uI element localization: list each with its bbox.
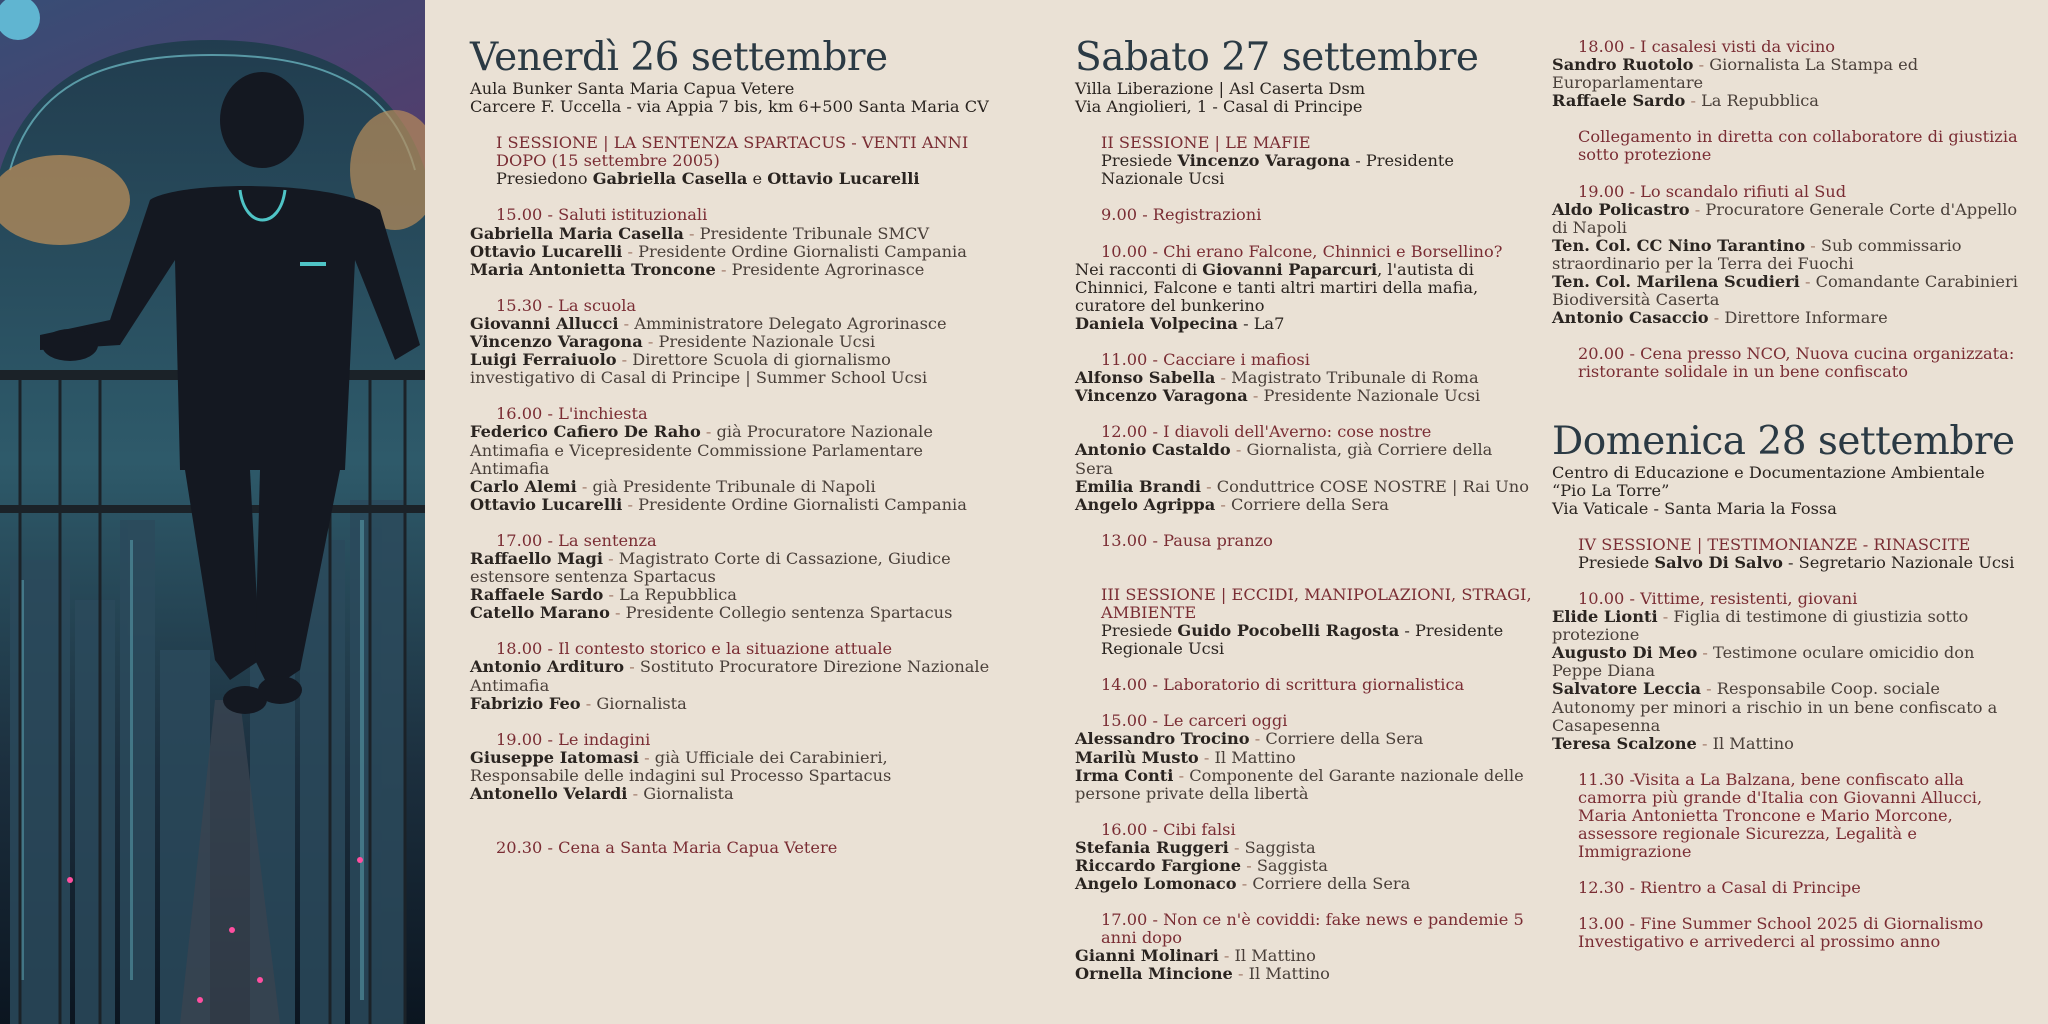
speaker: Alfonso Sabella - Magistrato Tribunale di Roma bbox=[1075, 368, 1479, 388]
speaker-name: Fabrizio Feo bbox=[470, 693, 581, 713]
speaker-role: Corriere della Sera bbox=[1265, 729, 1424, 749]
speaker-name: Riccardo Fargione bbox=[1075, 856, 1242, 875]
venue-line: Villa Liberazione | Asl Caserta Dsm bbox=[1075, 79, 1366, 98]
speaker: Teresa Scalzone - Il Mattino bbox=[1552, 733, 1794, 753]
speaker-name: Stefania Ruggeri bbox=[1075, 837, 1229, 857]
speaker-list bbox=[1552, 608, 2022, 753]
venue-line: Aula Bunker Santa Maria Capua Vetere bbox=[470, 79, 795, 98]
speaker: Riccardo Fargione - Saggista bbox=[1075, 856, 1328, 875]
speaker: Angelo Agrippa - Corriere della Sera bbox=[1075, 494, 1389, 514]
venue-line: Centro di Educazione e Documentazione Ambientale bbox=[1552, 462, 1985, 482]
speaker: Federico Cafiero De Raho - già Procuratore Nazionale Antimafia e Vicepresidente Commissione Parlamentare Antimafia bbox=[470, 422, 933, 478]
speaker-role: Presidente Tribunale SMCV bbox=[699, 223, 930, 243]
speaker-role: Saggista bbox=[1256, 856, 1328, 875]
speaker-name: Ten. Col. CC Nino Tarantino bbox=[1552, 235, 1806, 255]
visit-item: 11.30 -Visita a La Balzana, bene confiscato alla camorra più grande d'Italia con Giovanni Allucci, Maria Antonietta Troncone e Mario Morcone, assessore regionale Sicurezza, Legalità e Immigrazione bbox=[1578, 769, 1983, 862]
speaker-role: Direttore Informare bbox=[1724, 308, 1888, 328]
speaker: Giuseppe Iatomasi - già Ufficiale dei Carabinieri, Responsabile delle indagini sul Processo Spartacus bbox=[470, 747, 892, 785]
speaker: Raffaele Sardo - La Repubblica bbox=[1552, 91, 1819, 111]
speaker-role: già Ufficiale dei Carabinieri, Responsabile delle indagini sul Processo Spartacus bbox=[470, 747, 892, 785]
speaker: Emilia Brandi - Conduttrice COSE NOSTRE | Rai Uno bbox=[1075, 476, 1529, 496]
speaker: Antonio Castaldo - Giornalista, già Corriere della Sera bbox=[1075, 440, 1493, 478]
speaker-name: Angelo Lomonaco bbox=[1075, 874, 1237, 894]
speaker-role: Amministratore Delegato Agrorinasce bbox=[634, 313, 947, 333]
speaker-name: Luigi Ferraiuolo bbox=[470, 350, 617, 370]
speaker-name: Vincenzo Varagona bbox=[1075, 386, 1248, 406]
live-link-note: Collegamento in diretta con collaboratore di giustizia sotto protezione bbox=[1578, 127, 2018, 165]
speaker: Ten. Col. Marilena Scudieri - Comandante Carabinieri Biodiversità Caserta bbox=[1552, 272, 2018, 310]
speaker-name: Ottavio Lucarelli bbox=[470, 241, 623, 261]
speaker-name: Ottavio Lucarelli bbox=[470, 494, 623, 514]
speaker-name: Sandro Ruotolo bbox=[1552, 55, 1694, 75]
speaker-role: Comandante Carabinieri Biodiversità Caserta bbox=[1552, 272, 2018, 310]
speaker: Vincenzo Varagona - Presidente Nazionale Ucsi bbox=[1075, 386, 1481, 406]
session-chair: Presiede Guido Pocobelli Ragosta - Presidente Regionale Ucsi bbox=[1101, 621, 1504, 659]
speaker-name: Giuseppe Iatomasi bbox=[470, 747, 639, 767]
speaker-role: Il Mattino bbox=[1712, 733, 1794, 753]
speaker-name: Aldo Policastro bbox=[1552, 199, 1690, 219]
speaker-role: Figlia di testimone di giustizia sotto protezione bbox=[1552, 607, 1969, 645]
speaker-name: Alessandro Trocino bbox=[1075, 729, 1250, 749]
speaker-role: Presidente Collegio sentenza Spartacus bbox=[625, 603, 953, 623]
speaker-role: Presidente Agrorinasce bbox=[731, 259, 925, 279]
speaker-role: Il Mattino bbox=[1234, 946, 1316, 966]
speaker-role: Magistrato Tribunale di Roma bbox=[1231, 368, 1479, 388]
speaker-name: Vincenzo Varagona bbox=[470, 332, 643, 352]
talk-description: Nei racconti di Giovanni Paparcuri, l'autista di Chinnici, Falcone e tanti altri martiri della mafia, curatore del bunkerino bbox=[1075, 259, 1479, 315]
speaker-name: Alfonso Sabella bbox=[1075, 368, 1216, 388]
speaker-name: Catello Marano bbox=[470, 603, 610, 623]
time-slot: 12.00 - I diavoli dell'Averno: cose nostre bbox=[1101, 422, 1432, 442]
speaker: Antonello Velardi - Giornalista bbox=[470, 784, 734, 803]
return-item: 12.30 - Rientro a Casal di Principe bbox=[1578, 878, 1861, 898]
time-slot: 17.00 - La sentenza bbox=[496, 530, 657, 550]
time-slot: 19.00 - Le indagini bbox=[496, 729, 651, 749]
speaker-role: Presidente Nazionale Ucsi bbox=[1263, 386, 1481, 406]
speaker-name: Augusto Di Meo bbox=[1552, 643, 1698, 663]
time-slot: 10.00 - Chi erano Falcone, Chinnici e Borsellino? bbox=[1101, 241, 1503, 261]
speaker-role: La Repubblica bbox=[619, 585, 737, 605]
venue-address: Carcere F. Uccella - via Appia 7 bis, km 6+500 Santa Maria CV bbox=[470, 97, 989, 117]
dinner-item: 20.30 - Cena a Santa Maria Capua Vetere bbox=[496, 838, 838, 858]
speaker: Gabriella Maria Casella - Presidente Tribunale SMCV bbox=[470, 223, 930, 243]
speaker: Luigi Ferraiuolo - Direttore Scuola di giornalismo investigativo di Casal di Principe | Summer School Ucsi bbox=[470, 350, 928, 388]
session-chair: Presiede Salvo Di Salvo - Segretario Nazionale Ucsi bbox=[1578, 552, 2015, 572]
venue-address: Via Angiolieri, 1 - Casal di Principe bbox=[1075, 97, 1363, 117]
speaker: Daniela Volpecina - La7 bbox=[1075, 313, 1285, 333]
session-title: I SESSIONE | LA SENTENZA SPARTACUS - VENTI ANNI DOPO (15 settembre 2005) bbox=[496, 133, 969, 171]
time-slot: 18.00 - Il contesto storico e la situazione attuale bbox=[496, 639, 893, 659]
venue-name: “Pio La Torre” bbox=[1552, 480, 1670, 500]
time-slot: 10.00 - Vittime, resistenti, giovani bbox=[1578, 588, 1858, 608]
speaker-name: Angelo Agrippa bbox=[1075, 494, 1216, 514]
speaker-name: Maria Antonietta Troncone bbox=[470, 259, 716, 279]
speaker-role: Sostituto Procuratore Direzione Nazionale Antimafia bbox=[470, 657, 990, 695]
time-slot: 15.00 - Le carceri oggi bbox=[1101, 711, 1288, 731]
speaker-role: Il Mattino bbox=[1214, 747, 1296, 767]
speaker-role: Direttore Scuola di giornalismo investigativo di Casal di Principe | Summer School Ucsi bbox=[470, 350, 928, 388]
dinner-item: 20.00 - Cena presso NCO, Nuova cucina organizzata: ristorante solidale in un bene confiscato bbox=[1578, 344, 2015, 382]
speaker-name: Antonello Velardi bbox=[470, 784, 628, 803]
speaker-list bbox=[1075, 839, 1535, 893]
speaker: Antonio Casaccio - Direttore Informare bbox=[1552, 308, 1888, 328]
speaker-role: Sub commissario straordinario per la Terra dei Fuochi bbox=[1552, 235, 1962, 273]
speaker: Elide Lionti - Figlia di testimone di giustizia sotto protezione bbox=[1552, 607, 1969, 645]
day-title: Domenica 28 settembre bbox=[1552, 418, 2015, 464]
speaker-role: Corriere della Sera bbox=[1252, 874, 1411, 894]
time-slot: 17.00 - Non ce n'è coviddi: fake news e pandemie 5 anni dopo bbox=[1101, 910, 1524, 948]
closing-item: 13.00 - Fine Summer School 2025 di Giornalismo Investigativo e arrivederci al prossimo anno bbox=[1578, 914, 1984, 952]
speaker: Ottavio Lucarelli - Presidente Ordine Giornalisti Campania bbox=[470, 494, 967, 514]
speaker: Angelo Lomonaco - Corriere della Sera bbox=[1075, 874, 1411, 894]
speaker: Vincenzo Varagona - Presidente Nazionale Ucsi bbox=[470, 332, 876, 352]
speaker-name: Antonio Casaccio bbox=[1552, 308, 1709, 328]
speaker-name: Teresa Scalzone bbox=[1552, 733, 1697, 753]
speaker: Raffaele Sardo - La Repubblica bbox=[470, 585, 737, 605]
lunch-item: 13.00 - Pausa pranzo bbox=[1101, 530, 1273, 550]
speaker: Carlo Alemi - già Presidente Tribunale di Napoli bbox=[470, 476, 876, 496]
speaker-name: Salvatore Leccia bbox=[1552, 679, 1701, 699]
friday-blocks bbox=[470, 206, 990, 803]
speaker-role: Presidente Ordine Giornalisti Campania bbox=[638, 241, 967, 261]
speaker-name: Ten. Col. Marilena Scudieri bbox=[1552, 272, 1800, 292]
speaker-name: Federico Cafiero De Raho bbox=[470, 422, 701, 442]
session-chairs: Presiedono Gabriella Casella e Ottavio Lucarelli bbox=[496, 169, 920, 189]
speaker-role: Presidente Nazionale Ucsi bbox=[658, 332, 876, 352]
session-chair: Presiede Vincenzo Varagona - Presidente Nazionale Ucsi bbox=[1101, 151, 1454, 189]
saturday-sunday-column bbox=[1552, 38, 2022, 952]
speaker: Aldo Policastro - Procuratore Generale Corte d'Appello di Napoli bbox=[1552, 199, 2018, 237]
speaker-name: Ornella Mincione bbox=[1075, 964, 1233, 984]
speaker: Gianni Molinari - Il Mattino bbox=[1075, 946, 1316, 966]
speaker-role: Giornalista bbox=[643, 784, 734, 803]
speaker-name: Carlo Alemi bbox=[470, 476, 577, 496]
venue-address: Via Vaticale - Santa Maria la Fossa bbox=[1552, 498, 1837, 518]
illustration-svg bbox=[0, 0, 425, 1024]
speaker-role: Testimone oculare omicidio don Peppe Diana bbox=[1552, 643, 1975, 681]
speaker-name: Gianni Molinari bbox=[1075, 946, 1219, 966]
session-title: IV SESSIONE | TESTIMONIANZE - RINASCITE bbox=[1578, 534, 1971, 554]
speaker: Antonio Ardituro - Sostituto Procuratore Direzione Nazionale Antimafia bbox=[470, 657, 990, 695]
session-title: III SESSIONE | ECCIDI, MANIPOLAZIONI, STRAGI, AMBIENTE bbox=[1101, 584, 1532, 622]
speaker: Irma Conti - Componente del Garante nazionale delle persone private della libertà bbox=[1075, 765, 1524, 803]
time-slot: 19.00 - Lo scandalo rifiuti al Sud bbox=[1578, 181, 1847, 201]
time-slot: 16.00 - Cibi falsi bbox=[1101, 819, 1236, 839]
time-slot: 16.00 - L'inchiesta bbox=[496, 404, 648, 424]
speaker-list bbox=[1075, 730, 1535, 802]
speaker-list bbox=[1075, 441, 1535, 513]
speaker-name: Gabriella Maria Casella bbox=[470, 223, 684, 243]
cover-illustration bbox=[0, 0, 425, 1024]
time-slot: 18.00 - I casalesi visti da vicino bbox=[1578, 37, 1836, 56]
speaker-list bbox=[1552, 56, 2022, 110]
time-slot: 15.30 - La scuola bbox=[496, 295, 637, 315]
day-title: Venerdì 26 settembre bbox=[470, 35, 888, 80]
speaker-list bbox=[1075, 369, 1535, 405]
speaker: Sandro Ruotolo - Giornalista La Stampa ed Europarlamentare bbox=[1552, 55, 1919, 93]
speaker-role: Giornalista bbox=[596, 693, 687, 713]
speaker-role: Presidente Ordine Giornalisti Campania bbox=[638, 494, 967, 514]
speaker-role: Procuratore Generale Corte d'Appello di Napoli bbox=[1552, 199, 2018, 237]
speaker: Stefania Ruggeri - Saggista bbox=[1075, 837, 1316, 857]
speaker-name: Raffaele Sardo bbox=[470, 585, 604, 605]
speaker-role: già Procuratore Nazionale Antimafia e Vicepresidente Commissione Parlamentare Antimafia bbox=[470, 422, 933, 478]
speaker: Fabrizio Feo - Giornalista bbox=[470, 693, 687, 713]
speaker: Ornella Mincione - Il Mattino bbox=[1075, 964, 1330, 984]
session-title: II SESSIONE | LE MAFIE bbox=[1101, 133, 1311, 153]
speaker-role: Saggista bbox=[1244, 837, 1316, 857]
speaker-role: Giornalista, già Corriere della Sera bbox=[1075, 440, 1493, 478]
speaker-role: Magistrato Corte di Cassazione, Giudice estensore sentenza Spartacus bbox=[470, 548, 951, 587]
speaker: Ottavio Lucarelli - Presidente Ordine Giornalisti Campania bbox=[470, 241, 967, 261]
speaker-role: Corriere della Sera bbox=[1230, 494, 1389, 514]
speaker-list bbox=[1075, 947, 1535, 983]
speaker: Raffaello Magi - Magistrato Corte di Cassazione, Giudice estensore sentenza Spartacus bbox=[470, 548, 951, 587]
time-slot: 11.00 - Cacciare i mafiosi bbox=[1101, 350, 1310, 370]
speaker-name: Giovanni Allucci bbox=[470, 313, 619, 333]
speaker-role: Componente del Garante nazionale delle persone private della libertà bbox=[1075, 765, 1524, 803]
speaker-list bbox=[1552, 201, 2022, 328]
speaker-name: Emilia Brandi bbox=[1075, 476, 1201, 496]
speaker: Marilù Musto - Il Mattino bbox=[1075, 747, 1296, 767]
time-slot: 14.00 - Laboratorio di scrittura giornalistica bbox=[1101, 675, 1465, 695]
speaker: Alessandro Trocino - Corriere della Sera bbox=[1075, 729, 1424, 749]
speaker: Catello Marano - Presidente Collegio sentenza Spartacus bbox=[470, 603, 953, 623]
speaker-name: Elide Lionti bbox=[1552, 607, 1658, 627]
speaker-name: Marilù Musto bbox=[1075, 747, 1199, 767]
speaker: Salvatore Leccia - Responsabile Coop. sociale Autonomy per minori a rischio in un bene confiscato a Casapesenna bbox=[1552, 679, 1998, 735]
speaker-name: Antonio Castaldo bbox=[1075, 440, 1231, 460]
speaker: Giovanni Allucci - Amministratore Delegato Agrorinasce bbox=[470, 313, 947, 333]
day-title: Sabato 27 settembre bbox=[1075, 35, 1479, 80]
speaker-role: Giornalista La Stampa ed Europarlamentare bbox=[1552, 55, 1919, 93]
speaker-role: Il Mattino bbox=[1248, 964, 1330, 984]
speaker-name: Antonio Ardituro bbox=[470, 657, 625, 677]
time-slot: 15.00 - Saluti istituzionali bbox=[496, 205, 708, 225]
speaker-name: Raffaello Magi bbox=[470, 548, 603, 568]
speaker-role: Responsabile Coop. sociale Autonomy per minori a rischio in un bene confiscato a Casapesenna bbox=[1552, 679, 1998, 735]
speaker-name: Irma Conti bbox=[1075, 765, 1174, 785]
speaker: Maria Antonietta Troncone - Presidente Agrorinasce bbox=[470, 259, 925, 279]
speaker: Augusto Di Meo - Testimone oculare omicidio don Peppe Diana bbox=[1552, 643, 1975, 681]
registration-item: 9.00 - Registrazioni bbox=[1101, 205, 1262, 225]
speaker-role: già Presidente Tribunale di Napoli bbox=[592, 476, 876, 496]
speaker-role: Conduttrice COSE NOSTRE | Rai Uno bbox=[1216, 476, 1529, 496]
friday-column bbox=[470, 36, 990, 857]
speaker-name: Raffaele Sardo bbox=[1552, 91, 1686, 111]
saturday-column bbox=[1075, 36, 1535, 984]
speaker: Ten. Col. CC Nino Tarantino - Sub commissario straordinario per la Terra dei Fuochi bbox=[1552, 235, 1962, 273]
speaker-role: La Repubblica bbox=[1701, 91, 1819, 111]
